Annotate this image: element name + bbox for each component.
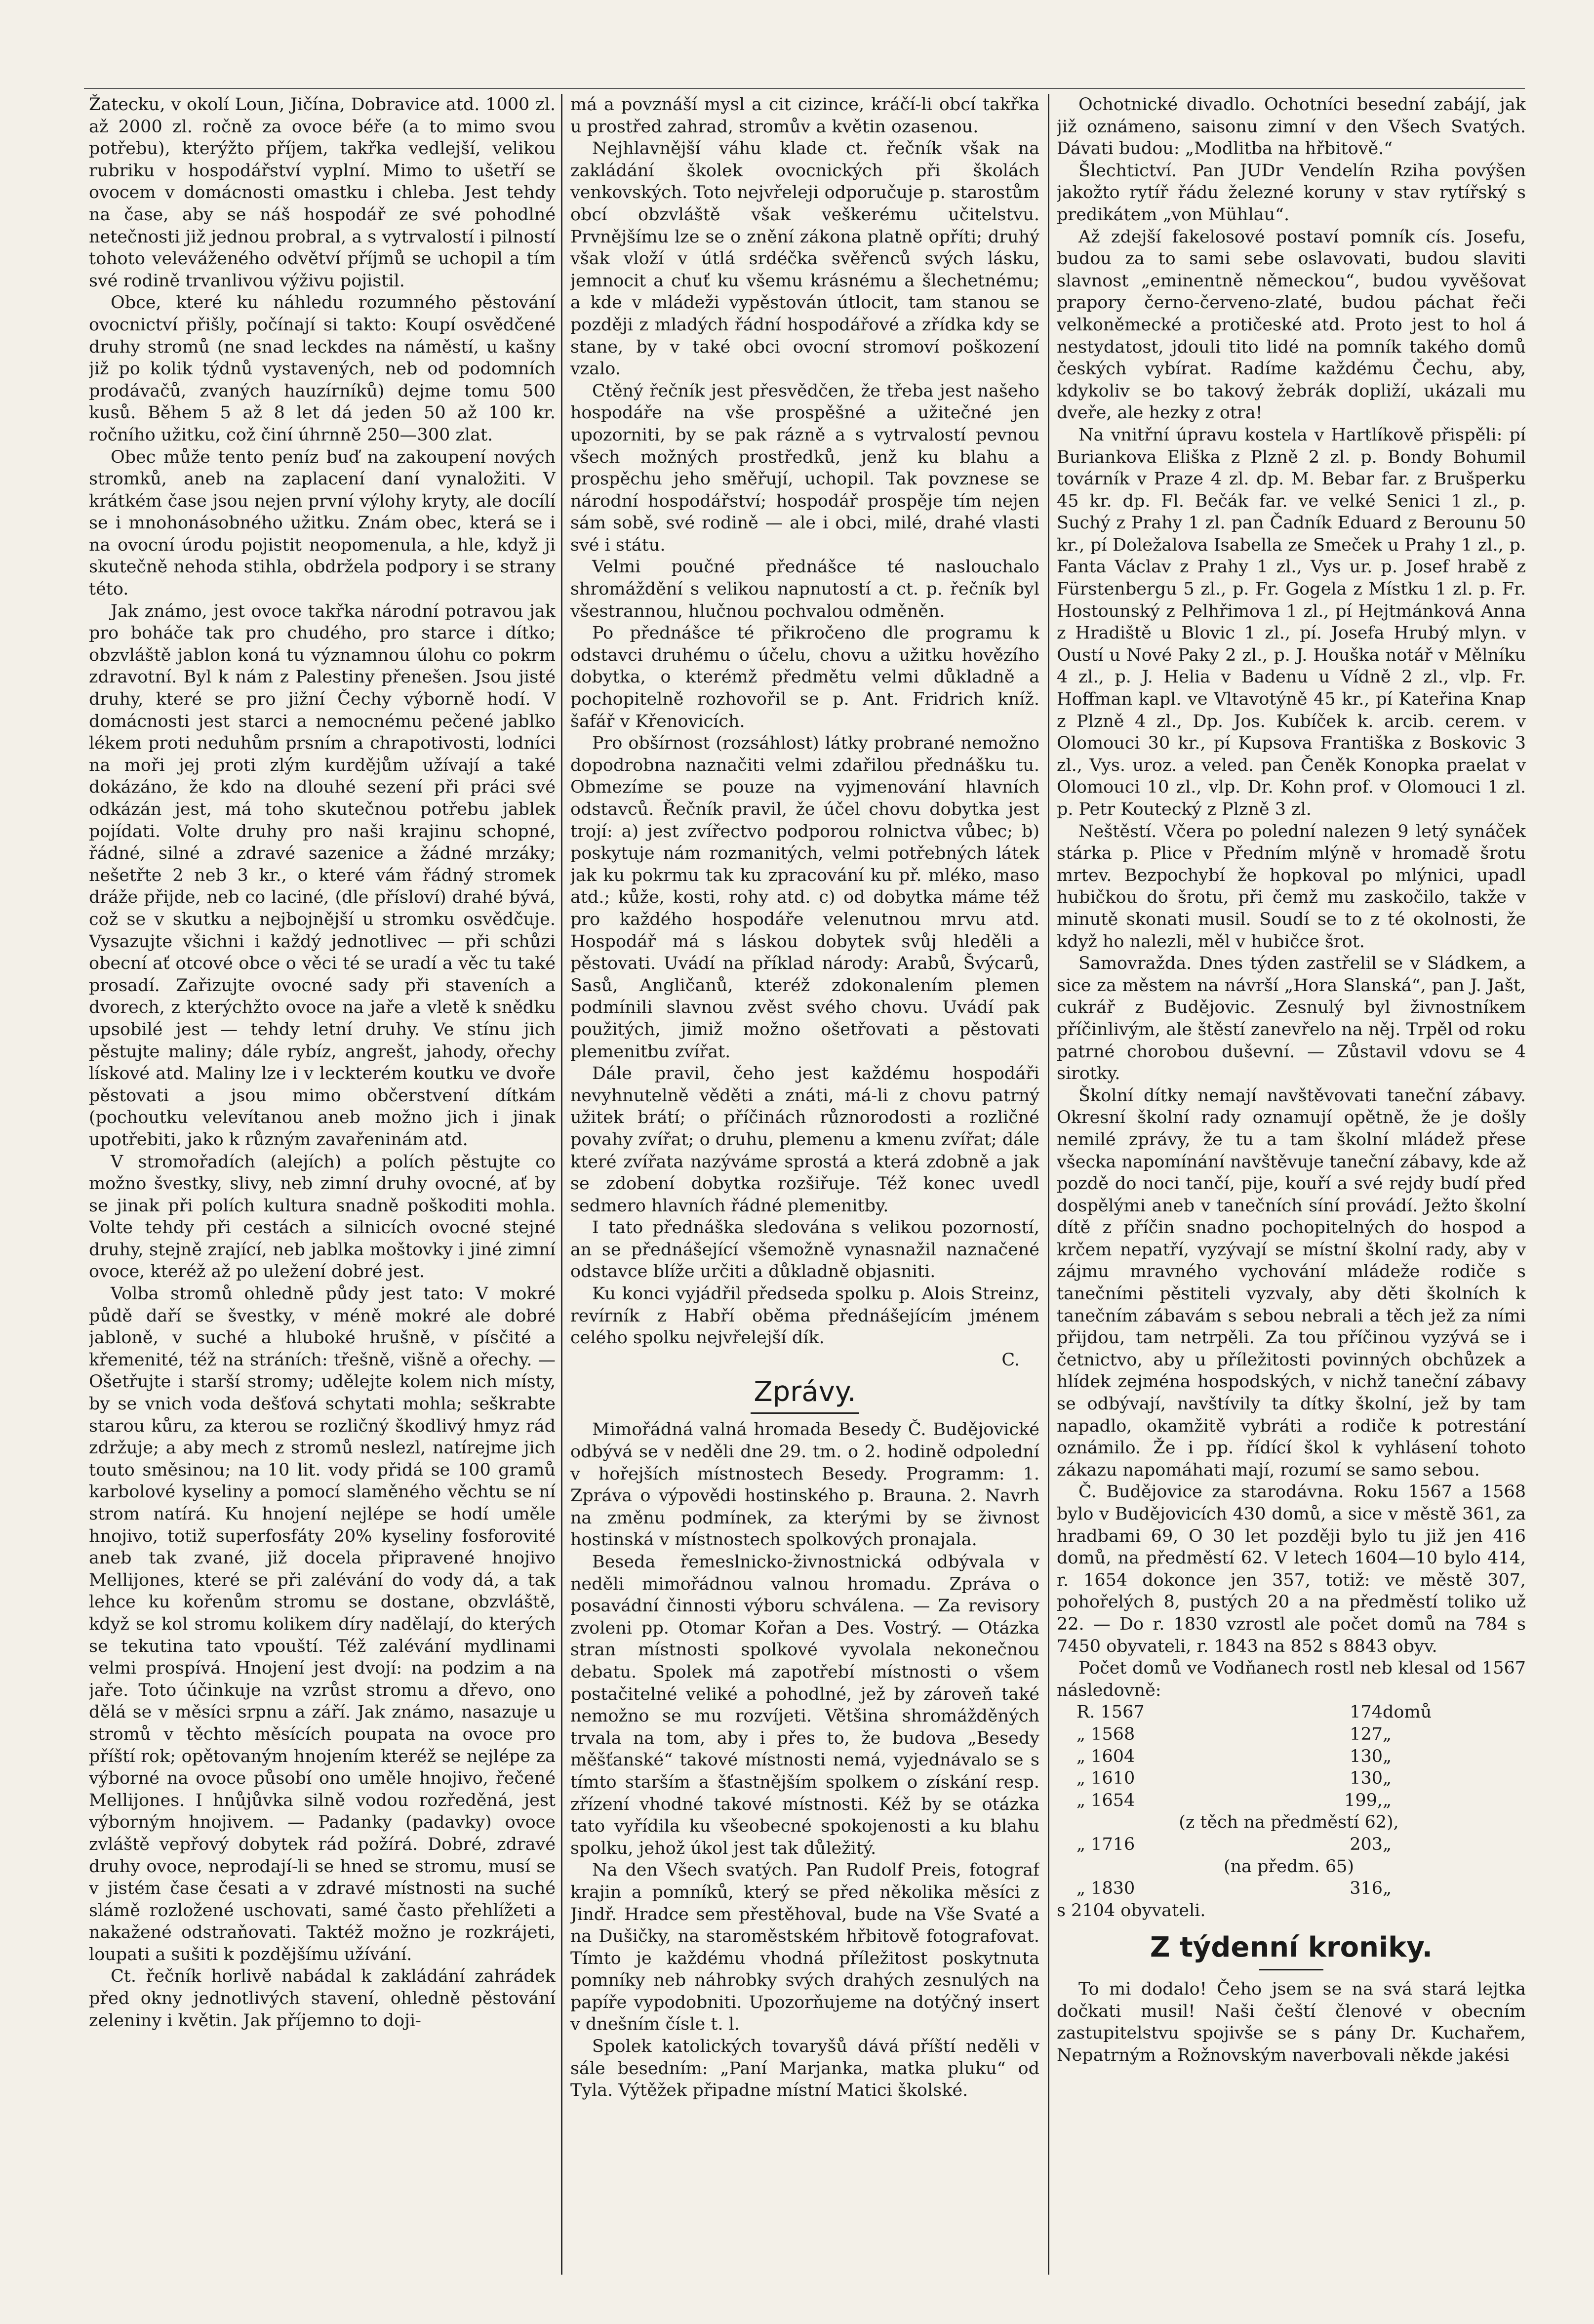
news-item: Ochotnické divadlo. Ochotníci besední zabájí, jak již oznámeno, saisonu zimní v den Všech Svatých. Dávati budou: „Modlitba na hřbitově.“ <box>1057 95 1526 159</box>
table-row <box>1076 1723 1501 1746</box>
table-cell-count: 316 <box>1350 1879 1383 1899</box>
paragraph: Jak známo, jest ovoce takřka národní potravou jak pro boháče tak pro chudého, pro starce i dítko; obzvláště jablon koná tu významnou úlohu co pokrm zdravotní. Byl k nám z Palestiny přenešen. Jsou jisté druhy, které se pro jižní Čechy výborně hodí. V domácnosti jest starci a nemocnému pečené jablko lékem proti neduhům prsním a chrapotivosti, lodníci na moři jej proti zlým kurdějům užívají a také dokázáno, že kdo na dlouhé sezení při práci své odkázán jest, má toho skutečnou potřebu jablek pojídati. Volte druhy pro naši krajinu schopné, řádné, silné a zdravé sazenice a žádné mrzáky; nešetřte 2 neb 3 kr., o které vám řádný stromek dráže přijde, neb co laciné, (dle přísloví) drahé bývá, což se v skutku a nejbojnější u stromku osvědčuje. Vysazujte všichni i každý jednotlivec — při schůzi obecní ať otcové obce o věci té se uradí a věc tu také prosadí. Zařizujte ovocné sady při staveních a dvorech, z kterýchžto ovoce na jaře a vletě k snědku upsobilé jest — tehdy letní druhy. Ve stínu jich pěstujte maliny; dále rybíz, angrešt, jahody, ořechy lískové atd. Maliny lze i v leckterém koutku ve dvoře pěstovati a jsou mimo občerstvení dítkám (pochoutku velevítanou aneb možno jich i jinak upotřebiti, jako k různým zavařeninám atd. <box>89 601 556 1150</box>
table-cell-year: „ 1604 <box>1076 1746 1135 1766</box>
table-cell-unit: domů <box>1383 1702 1432 1723</box>
table-row <box>1076 1790 1501 1812</box>
table-cell-count: 130 <box>1350 1768 1383 1789</box>
column-right <box>1057 94 1526 2280</box>
table-tail: s 2104 obyvateli. <box>1057 1900 1206 1921</box>
news-item: Počet domů ve Vodňanech rostl neb klesal od 1567 následovně: <box>1057 1658 1526 1700</box>
table-row <box>1076 1746 1501 1768</box>
news-item: Šlechtictví. Pan JUDr Vendelín Rziha povýšen jakožto rytíř řádu železné koruny v stav rytířský s predikátem „von Mühlau“. <box>1057 160 1526 225</box>
section-heading-kronika: Z týdenní kroniky. <box>1150 1931 1433 1964</box>
table-cell-year: „ 1568 <box>1076 1724 1135 1744</box>
paragraph: Dále pravil, čeho jest každému hospodáři nevyhnutelně věděti a znáti, má-li z chovu patrný užitek brátí; o příčinách různorodosti a rozličné povahy zvířat; o druhu, plemenu a kmenu zvířat; dále které zvířata nazýváme sprostá a která zdobně a jak se zdobení dobytka rozšiřuje. Též konec uvedl sedmero hlavních řádné plemenitby. <box>570 1064 1039 1216</box>
news-item: Až zdejší fakelosové postaví pomník cís. Josefu, budou za to sami sebe oslavovati, budou slaviti slavnost „eminentně německou“, budou vyvěšovat prapory černo-červeno-zlaté, budou páchat řeči velkoněmecké a protičeské atd. Proto jest to hol á nestydatost, jdouli tito lidé na pomník takého domů českých vybírat. Radíme každému Čechu, aby, kdykoliv se bo takový žebrák dopliží, ukázali mu dveře, ale hezky z otra! <box>1057 227 1526 423</box>
paragraph: má a povznáší mysl a cit cizince, kráčí-li obcí takřka u prostřed zahrad, stromův a květin ozasenou. <box>570 95 1039 137</box>
section-rule <box>751 1412 859 1414</box>
paragraph: Velmi poučné přednášce té naslouchalo shromáždění s velikou napnutostí a ct. p. řečník byl všestrannou, hlučnou pochvalou odměněn. <box>570 557 1039 621</box>
paragraph: Obec může tento peníz buď na zakoupení nových stromků, aneb na zaplacení daní vynaložiti. V krátkém čase jsou nejen první výlohy kryty, ale docílí se i mnohonásobného užitku. Znám obec, která se i na ovocní úrodu pojistit neopomenula, a hle, když ji skutečně nehoda stihla, obdržela podpory i se strany této. <box>89 447 556 600</box>
paragraph: Ct. řečník horlivě nabádal k zakládání zahrádek před okny jednotlivých stavení, ohledně pěstování zeleniny i květin. Jak příjemno to doji- <box>89 1966 556 2031</box>
news-item: Neštěstí. Včera po polední nalezen 9 letý synáček stárka p. Plice v Předním mlýně v hromadě šrotu mrtev. Bezpochybí že hopkoval po mlýnici, upadl hubičkou do šrotu, při čemž mu zaskočilo, takže v minutě skonati musil. Soudí se to z té okolnosti, že když ho nalezli, měl v hubičce šrot. <box>1057 821 1526 952</box>
paragraph: Volba stromů ohledně půdy jest tato: V mokré půdě daří se švestky, v méně mokré ale dobré jabloně, v suché a hluboké hrušně, v písčité a křemenité, též na stráních: třešně, višně a ořechy. — Ošetřujte i starší stromy; udělejte kolem nich místy, by se vnich voda dešťová schytati mohla; seškrabte starou kůru, za kterou se rozličný škodlivý hmyz rád zdržuje; a aby mech z stromů neslezl, natírejme jich touto směsinou; na 10 lit. vody přidá se 100 gramů karbolové kyseliny a pomocí slaměného věchtu se ní strom natírá. Ku hnojení nejlépe se hodí uměle hnojivo, totiž superfosfáty 20% kyseliny fosforovité aneb tak zvané, již docela připravené hnojivo Mellijones, které se při zalévání do vody dá, a tak lehce ku kořenům stromu se dostane, obzvláště, když se kol stromu kolikem díry nadělají, do kterých se tekutina tato vpouští. Též zalévání mydlinami velmi prospívá. Hnojení jest dvojí: na podzim a na jaře. Toto účinkuje na vzrůst stromu a dřevo, ono dělá se v měsíci srpnu a září. Jak známo, nasazuje u stromů v těchto měsících poupata na ovoce pro příští rok; opětovaným hnojením kteréž se nejlépe za výborné na ovoce působí ono uměle hnojivo, řečené Mellijones. I hnůjůvka silně vodou rozředěná, jest výborným hnojivem. — Padanky (padavky) ovoce zvláště vepřový dobytek rád požírá. Dobré, zdravé druhy ovoce, neprodají-li se hned se stromu, musí se v jistém čase česati a v zdravé místnosti na suché slámě rozložené uschovati, samé často přehlížeti a nakažené odstraňovati. Taktéž možno je rozkrájeti, loupati a sušiti k pozdějšímu užívání. <box>89 1284 556 1964</box>
paragraph: Ku konci vyjádřil předseda spolku p. Alois Streinz, revírník z Habří oběma přednášejícím jménem celého spolku nejvřelejší dík. <box>570 1284 1039 1348</box>
news-item: Na vnitřní úpravu kostela v Hartlíkově přispěli: pí Buriankova Eliška z Plzně 2 zl. p. Bondy Bohumil továrník v Praze 4 zl. dp. M. Bebar far. z Brušperku 45 kr. dp. Fl. Bečák far. ve velké Senici 1 zl., p. Suchý z Prahy 1 zl. pan Čadník Eduard z Berounu 50 kr., pí Doležalova Isabella ze Smeček u Prahy 1 zl., p. Fanta Václav z Prahy 1 zl., Vys ur. p. Josef hrabě z Fürstenbergu 5 zl., p. Fr. Gogela z Místku 1 zl. p. Fr. Hostounský z Pelhřimova 1 zl., pí Hejtmánková Anna z Hradiště u Blovic 1 zl., pí. Josefa Hrubý mlyn. v Oustí u Nové Paky 2 zl., p. J. Houška notář v Mělníku 4 zl., p. J. Helia v Badenu u Vídně 2 zl., vlp. Fr. Hoffman kapl. ve Vltavotýně 45 kr., pí Kateřina Knap z Plzně 4 zl., Dp. Jos. Kubíček k. arcib. cerem. v Olomouci 30 kr., pí Kupsova Františka z Boskovic 3 zl., Vys. uroz. a veled. pan Čeněk Konopka praelat v Olomouci 10 zl., vlp. Dr. Kohn prof. v Olomouci 1 zl. p. Petr Koutecký z Plzně 3 zl. <box>1057 425 1526 819</box>
table-cell-year: „ 1830 <box>1076 1879 1135 1899</box>
table-cell-year: R. 1567 <box>1076 1702 1145 1723</box>
section-rule <box>1259 1969 1323 1970</box>
paragraph: Ctěný řečník jest přesvědčen, že třeba jest našeho hospodáře na vše prospěšné a užitečné jen upozorniti, by se pak rázně a s vytrvalostí pevnou všech možných prostředků, jenž ku blahu a prospěchu jeho směřují, uchopil. Tak povznese se národní hospodářství; hospodář prospěje tím nejen sám sobě, své rodině — ale i obci, milé, drahé vlasti své i státu. <box>570 381 1039 555</box>
table-cell-unit: „ <box>1383 1834 1392 1854</box>
column-divider <box>1048 94 1049 2275</box>
paragraph: Obce, které ku náhledu rozumného pěstování ovocnictví přišly, počínají si takto: Koupí osvědčené druhy stromů (ne snad leckdes na náměstí, u kašny již po kolik týdnů vystavených, neb od podomních prodávačů, zvaných hauzírníků) dejme tomu 500 kusů. Během 5 až 8 let dá jeden 50 až 100 kr. ročního užitku, což činí úhrnně 250—300 zlat. <box>89 293 556 445</box>
table-cell-count: 203 <box>1350 1834 1383 1854</box>
news-item: Spolek katolických tovaryšů dává příští neděli v sále besedním: „Paní Marjanka, matka pluku“ od Tyla. Výtěžek připadne místní Matici školské. <box>570 2037 1039 2101</box>
news-item: Beseda řemeslnicko-živnostnická odbývala v neděli mimořádnou valnou hromadu. Zpráva o posavádní činnosti výboru schválena. — Za revisory zvoleni pp. Otomar Kořan a Des. Vostrý. — Otázka stran místnosti spolkové vyvolala nekonečnou debatu. Spolek má zapotřebí místnosti o všem postačitelné veliké a pohodlné, jež by zároveň také nemožno se mu rozvíjeti. Většina shromážděných trvala na tom, aby i přes to, že budova „Besedy měšťanské“ takové místnosti nemá, vyjednávalo se s tímto starším a šťastnějším spolkem o získání resp. zřízení vhodné takové místnosti. Kéž by se otázka tato vyřídila ku všeobecné spokojenosti a ku blahu spolku, jehož úkol jest tak důležitý. <box>570 1552 1039 1858</box>
table-note: (z těch na předměstí 62), <box>1179 1812 1399 1833</box>
paragraph: To mi dodalo! Čeho jsem se na svá stará lejtka dočkati musil! Naši čeští členové v obecním zastupitelstvu spojivše se s pány Dr. Kuchařem, Nepatrným a Rožnovským naverbovali někde jakési <box>1057 1979 1526 2066</box>
table-row <box>1076 1856 1501 1878</box>
paragraph: Pro obšírnost (rozsáhlost) látky probrané nemožno dopodrobna naznačiti velmi zdařilou přednášku tu. Obmezíme se pouze na vyjmenování hlavních odstavců. Řečník pravil, že účel chovu dobytka jest trojí: a) jest zvířectvo podporou rolnictva vůbec; b) poskytuje nám rozmanitých, velmi potřebných látek jak ku pokrmu tak ku zpracování ku př. mléko, maso atd.; kůže, kosti, rohy atd. c) od dobytka máme též pro každého hospodáře velenutnou mrvu atd. Hospodář má s láskou dobytek svůj hleděli a pěstovati. Uvádí na příklad národy: Arabů, Švýcarů, Sasů, Angličanů, kteréž zdokonalením plemen podmínili slavnou zvěst svého chovu. Uvádí pak použitých, jimiž možno ošetřovati a pěstovati plemenitbu zvířat. <box>570 733 1039 1062</box>
table-row <box>1076 1878 1501 1900</box>
news-item: Mimořádná valná hromada Besedy Č. Budějovické odbývá se v neděli dne 29. tm. o 2. hodině odpolední v hořejších místnostech Besedy. Programm: 1. Zpráva o výpovědi hostinského p. Brauna. 2. Navrh na změnu podmínek, za kterými by se živnost hostinská v místnostech spolkových pronajala. <box>570 1420 1039 1550</box>
top-rule <box>84 88 1525 89</box>
paragraph: Žatecku, v okolí Loun, Jičína, Dobravice atd. 1000 zl. až 2000 zl. ročně za ovoce béře (a to mimo svou potřebu), kterýžto příjem, takřka vedlejší, velikou rubriku v hospodářství vyplní. Mimo to ušetří se ovocem v domácnosti omastku i chleba. Jest tehdy na čase, aby se náš hospodář ze své pohodlné netečnosti již jednou probral, a s vytrvalostí i pilností tohoto veleváženého odvětví příjmů se uchopil a tím své rodině trvanlivou výživu pojistil. <box>89 95 556 291</box>
column-left <box>89 94 556 2280</box>
table-cell-count: 174 <box>1350 1702 1383 1723</box>
news-item: Č. Budějovice za starodávna. Roku 1567 a 1568 bylo v Budějovicích 430 domů, a sice v městě 361, za hradbami 69, O 30 let později bylo tu již jen 416 domů, na předměstí 62. V letech 1604—10 bylo 414, r. 1654 dokonce jen 357, totiž: ve městě 307, pohořelých 8, pustých 20 a na předměstí toliko už 22. — Do r. 1830 vzrostl ale počet domů na 784 s 7450 obyvateli, r. 1843 na 852 s 8843 obyv. <box>1057 1482 1526 1656</box>
table-cell-count: 127 <box>1350 1724 1383 1744</box>
table-row <box>1076 1834 1501 1856</box>
table-cell-year: „ 1716 <box>1076 1834 1135 1854</box>
table-row <box>1076 1767 1501 1790</box>
paragraph: I tato přednáška sledována s velikou pozorností, an se přednášející všemožně vynasnažil naznačené odstavce blíže určiti a důkladně objasniti. <box>570 1218 1039 1282</box>
news-item: Školní dítky nemají navštěvovati taneční zábavy. Okresní školní rady oznamují opětně, že je došly nemilé zprávy, že tu a tam školní mládež přese všecka napomínání navštěvuje taneční zábavy, kde až pozdě do noci tančí, pije, kouří a své rejdy budí před dospělými aneb v tanečních síní provádí. Ježto školní dítě z příčin snadno pochopitelných do hospod a krčem nepatří, vyzývají se místní školní rady, aby v zájmu mravného vychování mládeže rodiče s tanečními pěstiteli vyzvaly, aby děti školních k tanečním zábavám s sebou nebrali a těch jež za ními přijdou, tam netrpěli. Za tou příčinou vyzývá se i četnictvo, aby u příležitosti povinných obchůzek a hlídek zejména hospodských, v nichž taneční zábavy se odbývají, navštívily ta dítky školní, jež by tam napadlo, okamžitě vybráti a rodiče k potrestání oznámilo. Že i pp. řídící škol k vyhlásení tohoto zákazu napomáhati mají, rozumí se samo sebou. <box>1057 1085 1526 1480</box>
table-cell-year: „ 1610 <box>1076 1768 1135 1789</box>
table-cell-unit: „ <box>1383 1768 1392 1789</box>
table-cell-unit: „ <box>1383 1879 1392 1899</box>
signature: C. <box>1001 1350 1020 1370</box>
paragraph: Nejhlavnější váhu klade ct. řečník však na zakládání školek ovocnických při školách venkovských. Toto nejvřeleji odporučuje p. starostům obcí obzvláště však veškerému učitelstvu. Prvnějšímu lze se o znění zákona platně opříti; druhý však vloží v útlá srdéčka svěřenců svých lásku, jemnocit a chuť ku všemu krásnému a šlechetnému; a kde v mládeži vypěstován útlocit, tam stanou se později z mladých řádní hospodářové a zřídka kdy se stane, by v také obci ovocní stromoví poškození vzalo. <box>570 139 1039 379</box>
paragraph: Po přednášce té přikročeno dle programu k odstavci druhému o účelu, chovu a užitku hovězího dobytka, o kterémž předmětu velmi důkladně a pochopitelně rozhovořil se p. Ant. Fridrich kníž. šafář v Křenovicích. <box>570 623 1039 731</box>
news-item: Samovražda. Dnes týden zastřelil se v Sládkem, a sice za městem na návrší „Hora Slanská“, pan J. Jašt, cukrář z Budějovic. Zesnulý byl živnostníkem příčinlivým, ale štěstí zanevřelo na něj. Trpěl od roku patrné chorobou duševní. — Zůstavil vdovu se 4 sirotky. <box>1057 954 1526 1084</box>
table-cell-year: „ 1654 <box>1076 1790 1135 1810</box>
table-cell-unit: „ <box>1383 1746 1392 1766</box>
table-cell-unit: „ <box>1383 1724 1392 1744</box>
table-row <box>1076 1701 1501 1723</box>
table-row <box>1076 1811 1501 1834</box>
paragraph: V stromořadích (alejích) a polích pěstujte co možno švestky, slivy, neb zimní druhy ovocné, ať by se jinak při polích kultura snadně poškoditi mohla. Volte tehdy při cestách a silnicích ovocné stejné druhy, stejně zrající, neb jablka moštovky i jiné zimní ovoce, kteréž až po uležení dobré jest. <box>89 1152 556 1282</box>
column-divider <box>561 94 562 2275</box>
table-cell-unit: „ <box>1383 1790 1392 1810</box>
house-count-table <box>1076 1701 1501 1899</box>
table-note: (na předm. 65) <box>1223 1856 1355 1877</box>
table-cell-count: 199, <box>1344 1790 1383 1810</box>
column-middle <box>570 94 1039 2280</box>
news-item: Na den Všech svatých. Pan Rudolf Preis, fotograf krajin a pomníků, který se před několika měsíci z Jindř. Hradce sem přestěhoval, bude na Vše Svaté a na Dušičky, na staroměstském hřbitově fotografovat. Tímto je každému vhodná příležitost poskytnuta pomníky neb náhrobky svých drahých zesnulých na papíře vypodobniti. Upozorňujeme na dotýčný insert v dnešním čísle t. l. <box>570 1860 1039 2035</box>
table-cell-count: 130 <box>1350 1746 1383 1766</box>
section-heading-zpravy: Zprávy. <box>754 1376 856 1408</box>
